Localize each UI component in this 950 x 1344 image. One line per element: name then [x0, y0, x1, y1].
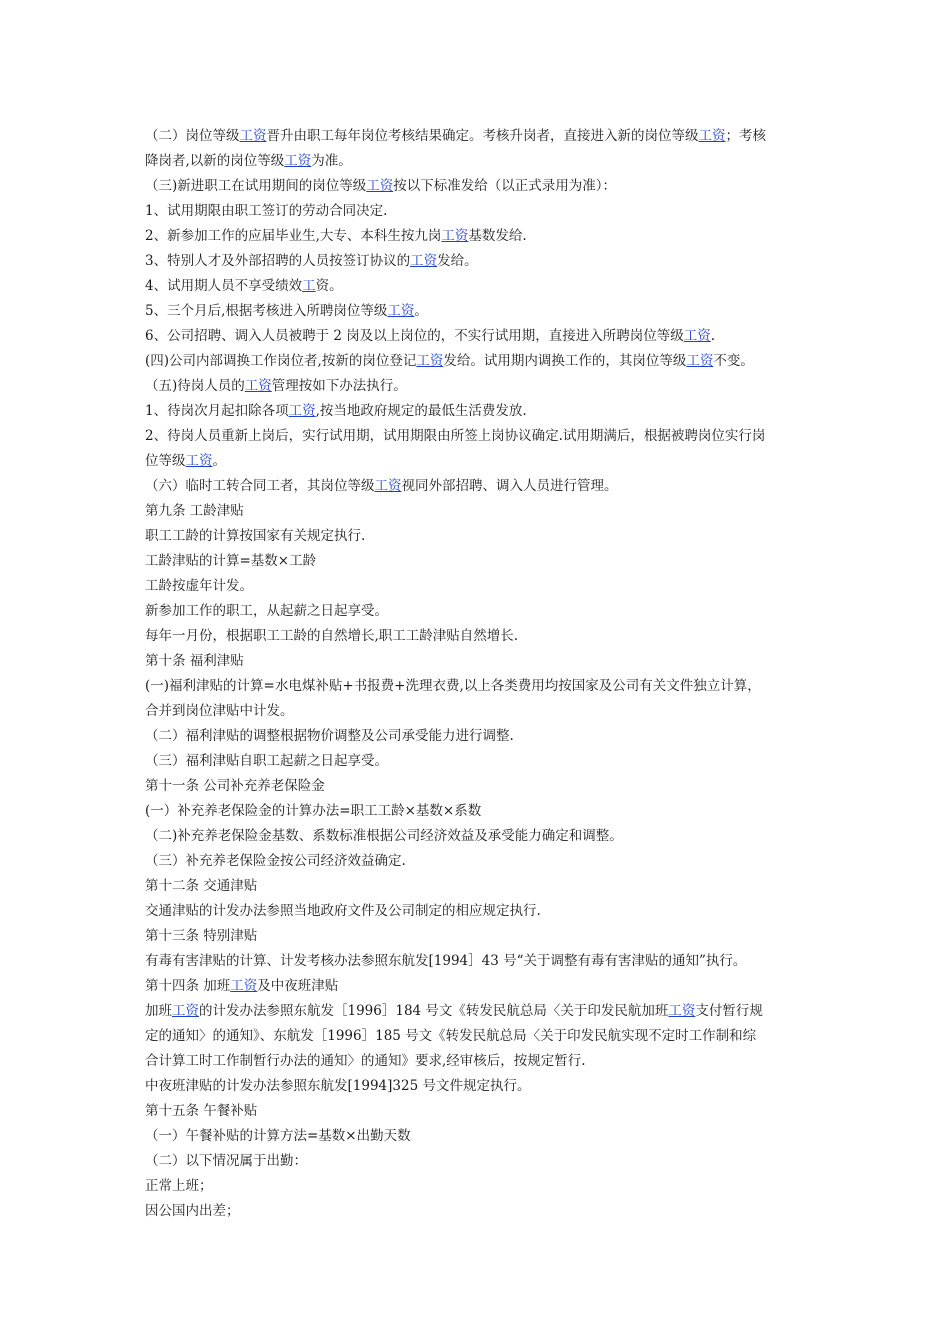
text-span: 晋升由职工每年岗位考核结果确定。考核升岗者，直接进入新的岗位等级: [266, 128, 699, 144]
wage-link[interactable]: 工资: [683, 328, 711, 344]
text-span: 1、试用期限由职工签订的劳动合同决定.: [145, 203, 388, 219]
text-span: 第十条 福利津贴: [145, 653, 244, 669]
text-span: （三）福利津贴自职工起薪之日起享受。: [145, 753, 388, 769]
text-line: [145, 1124, 810, 1149]
wage-link[interactable]: 工资: [366, 178, 394, 194]
wage-link[interactable]: 工资: [288, 403, 316, 419]
text-span: ,按当地政府规定的最低生活费发放.: [315, 403, 527, 419]
text-span: 4、试用期人员不享受绩效: [145, 278, 303, 294]
text-line: [145, 624, 810, 649]
text-span: （五)待岗人员的: [145, 378, 245, 394]
text-line: [145, 449, 810, 474]
text-line: [145, 949, 810, 974]
wage-link[interactable]: 工资: [686, 353, 714, 369]
text-span: 视同外部招聘、调入人员进行管理。: [401, 478, 618, 494]
text-span: 资。: [315, 278, 343, 294]
wage-link[interactable]: 工资: [668, 1003, 696, 1019]
text-line: [145, 124, 810, 149]
text-span: （二）以下情况属于出勤：: [145, 1153, 307, 1169]
text-span: 发给。试用期内调换工作的，其岗位等级: [443, 353, 687, 369]
text-span: （三)新进职工在试用期间的岗位等级: [145, 178, 367, 194]
text-line: [145, 1174, 810, 1199]
text-span: 第十三条 特别津贴: [145, 928, 258, 944]
text-span: 支付暂行规: [695, 1003, 763, 1019]
text-span: 第十四条 加班: [145, 978, 231, 994]
text-line: [145, 499, 810, 524]
document-body: [145, 124, 810, 1224]
text-line: [145, 299, 810, 324]
wage-link[interactable]: 工资: [185, 453, 213, 469]
text-line: [145, 474, 810, 499]
text-line: [145, 374, 810, 399]
text-line: [145, 824, 810, 849]
text-span: .: [710, 328, 716, 344]
text-span: 第十一条 公司补充养老保险金: [145, 778, 325, 794]
text-span: 为准。: [311, 153, 352, 169]
text-line: [145, 524, 810, 549]
text-span: 因公国内出差；: [145, 1203, 240, 1219]
wage-link[interactable]: 工资: [374, 478, 402, 494]
wage-link[interactable]: 工资: [230, 978, 258, 994]
wage-link[interactable]: 工资: [698, 128, 726, 144]
text-line: [145, 1024, 810, 1049]
wage-link[interactable]: 工资: [410, 253, 438, 269]
text-line: [145, 574, 810, 599]
text-span: 降岗者,以新的岗位等级: [145, 153, 285, 169]
text-span: 每年一月份，根据职工工龄的自然增长,职工工龄津贴自然增长.: [145, 628, 519, 644]
wage-link[interactable]: 工资: [284, 153, 312, 169]
text-span: （三）补充养老保险金按公司经济效益确定.: [145, 853, 406, 869]
text-line: [145, 424, 810, 449]
wage-link[interactable]: 工资: [239, 128, 267, 144]
wage-link[interactable]: 工资: [416, 353, 444, 369]
wage-link[interactable]: 工资: [244, 378, 272, 394]
text-line: [145, 249, 810, 274]
text-span: 交通津贴的计发办法参照当地政府文件及公司制定的相应规定执行.: [145, 903, 541, 919]
text-line: [145, 799, 810, 824]
text-span: ；考核: [725, 128, 766, 144]
text-span: （二)补充养老保险金基数、系数标准根据公司经济效益及承受能力确定和调整。: [145, 828, 623, 844]
text-span: 职工工龄的计算按国家有关规定执行.: [145, 528, 366, 544]
text-span: （一）午餐补贴的计算方法=基数×出勤天数: [145, 1128, 411, 1144]
text-line: [145, 324, 810, 349]
text-line: [145, 974, 810, 999]
text-line: [145, 924, 810, 949]
text-span: 不变。: [713, 353, 754, 369]
wage-link[interactable]: 工资: [172, 1003, 199, 1019]
text-line: [145, 849, 810, 874]
text-line: [145, 724, 810, 749]
text-span: 工龄津贴的计算=基数×工龄: [145, 553, 317, 569]
text-line: [145, 549, 810, 574]
text-span: 及中夜班津贴: [257, 978, 339, 994]
text-span: 6、公司招聘、调入人员被聘于 2 岗及以上岗位的，不实行试用期，直接进入所聘岗位等级: [145, 328, 684, 344]
text-span: 1、待岗次月起扣除各项: [145, 403, 289, 419]
text-line: [145, 674, 810, 699]
wage-link[interactable]: 工资: [441, 228, 469, 244]
text-line: [145, 874, 810, 899]
text-line: [145, 699, 810, 724]
text-span: 加班: [145, 1003, 172, 1019]
text-span: 管理按如下办法执行。: [271, 378, 407, 394]
text-span: 发给。: [437, 253, 478, 269]
text-span: 。: [212, 453, 226, 469]
text-span: 有毒有害津贴的计算、计发考核办法参照东航发[1994］43 号“关于调整有毒有害津贴的通知”执行。: [145, 953, 747, 969]
text-line: [145, 199, 810, 224]
text-line: [145, 399, 810, 424]
text-span: (一）补充养老保险金的计算办法=职工工龄×基数×系数: [145, 803, 482, 819]
text-span: 正常上班；: [145, 1178, 213, 1194]
wage-link[interactable]: 工资: [387, 303, 415, 319]
text-line: [145, 774, 810, 799]
text-line: [145, 274, 810, 299]
text-span: (一)福利津贴的计算=水电煤补贴+书报费+洗理衣费,以上各类费用均按国家及公司有关文件独立计算，: [145, 678, 761, 694]
text-span: 2、新参加工作的应届毕业生,大专、本科生按九岗: [145, 228, 442, 244]
text-span: 新参加工作的职工，从起薪之日起享受。: [145, 603, 388, 619]
text-line: [145, 649, 810, 674]
text-span: 位等级: [145, 453, 186, 469]
text-span: （二）岗位等级: [145, 128, 240, 144]
text-line: [145, 224, 810, 249]
text-span: 定的通知〉的通知》、东航发［1996］185 号文《转发民航总局〈关于印发民航实现不定时工作制和综: [145, 1028, 757, 1044]
text-line: [145, 1074, 810, 1099]
text-line: [145, 1149, 810, 1174]
text-span: 按以下标准发给（以正式录用为准）：: [393, 178, 617, 194]
text-span: 工龄按虚年计发。: [145, 578, 253, 594]
text-span: （六）临时工转合同工者，其岗位等级: [145, 478, 375, 494]
text-span: (四)公司内部调换工作岗位者,按新的岗位登记: [145, 353, 417, 369]
text-line: [145, 899, 810, 924]
text-span: 的计发办法参照东航发［1996］184 号文《转发民航总局〈关于印发民航加班: [199, 1003, 669, 1019]
text-span: 合并到岗位津贴中计发。: [145, 703, 294, 719]
text-line: [145, 1199, 810, 1224]
text-line: [145, 999, 810, 1024]
text-span: 第九条 工龄津贴: [145, 503, 244, 519]
text-span: 基数发给.: [468, 228, 527, 244]
text-span: 第十二条 交通津贴: [145, 878, 258, 894]
text-span: （二）福利津贴的调整根据物价调整及公司承受能力进行调整.: [145, 728, 514, 744]
text-span: 3、特别人才及外部招聘的人员按签订协议的: [145, 253, 411, 269]
wage-link[interactable]: 工: [302, 278, 316, 294]
text-span: 2、待岗人员重新上岗后，实行试用期，试用期限由所签上岗协议确定.试用期满后，根据被聘岗位实行岗: [145, 428, 766, 444]
text-line: [145, 149, 810, 174]
text-line: [145, 749, 810, 774]
text-line: [145, 1099, 810, 1124]
text-span: 中夜班津贴的计发办法参照东航发[1994]325 号文件规定执行。: [145, 1078, 531, 1094]
text-line: [145, 599, 810, 624]
text-span: 第十五条 午餐补贴: [145, 1103, 258, 1119]
text-span: 合计算工时工作制暂行办法的通知〉的通知》要求,经审核后，按规定暂行.: [145, 1053, 586, 1069]
text-span: 5、三个月后,根据考核进入所聘岗位等级: [145, 303, 388, 319]
text-line: [145, 1049, 810, 1074]
text-span: 。: [414, 303, 428, 319]
text-line: [145, 349, 810, 374]
text-line: [145, 174, 810, 199]
